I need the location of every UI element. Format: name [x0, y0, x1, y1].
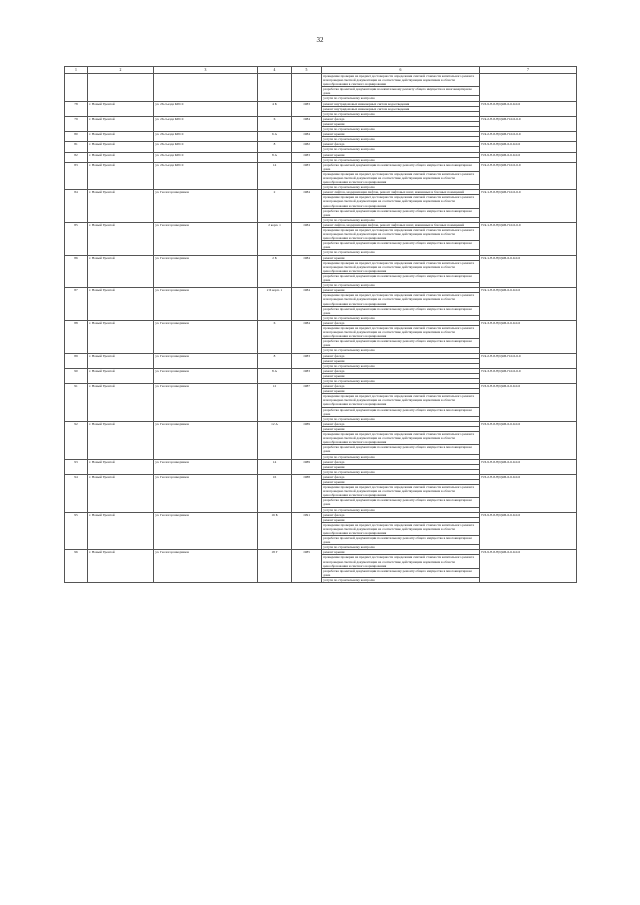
- work-type: ремонт крыши: [322, 426, 480, 431]
- work-type: разработка проектной документации по капитальному ремонту общего имущества в многоквартирном доме: [322, 407, 480, 416]
- build-year: 1984: [292, 320, 322, 353]
- street: ул. Геологоразведчиков: [154, 512, 258, 550]
- row-number: 92: [65, 421, 88, 459]
- locality: г. Новый Уренгой: [88, 142, 154, 152]
- house-number: 18 Г: [258, 550, 292, 583]
- build-year: 1984: [292, 255, 322, 288]
- column-number-row: [65, 67, 577, 74]
- build-year: 1984: [292, 190, 322, 223]
- row-number: 83: [65, 162, 88, 190]
- house-number: [258, 74, 292, 102]
- row-number: 93: [65, 459, 88, 474]
- work-type: разработка проектной документации по капитальному ремонту общего имущества в многоквартирном доме: [322, 306, 480, 315]
- house-number: 16: [258, 474, 292, 512]
- work-type: проведение проверки на предмет достоверности определения сметной стоимости капитального ремонта или проверки сметной документации на соответствие действующим нормативам в области ценообразования и сметного нормирования: [322, 432, 480, 445]
- work-type: услуги по строительному контролю: [322, 217, 480, 222]
- row-number: 78: [65, 101, 88, 116]
- house-number: 6 А: [258, 132, 292, 142]
- work-type: услуги по строительному контролю: [322, 469, 480, 474]
- street: ул. 26-съезда КПСС: [154, 116, 258, 131]
- work-type: проведение проверки на предмет достоверности определения сметной стоимости капитального ремонта или проверки сметной документации на соответствие действующим нормативам в области ценообразования и сметного нормирования: [322, 171, 480, 184]
- street: ул. 26-съезда КПСС: [154, 142, 258, 152]
- build-year: 1983: [292, 101, 322, 116]
- work-type: услуги по строительному контролю: [322, 137, 480, 142]
- house-code: П-5-6-П-8-П(С)КБ-0-0-0-0-0: [480, 101, 577, 116]
- locality: г. Новый Уренгой: [88, 512, 154, 550]
- table-row: [65, 190, 577, 195]
- work-type: услуги по строительному контролю: [322, 545, 480, 550]
- house-number: 2 Б: [258, 255, 292, 288]
- house-code: П-9-2-П-8-П(С)КБ-П-0-0-0-0: [480, 116, 577, 131]
- row-number: 86: [65, 255, 88, 288]
- work-type: ремонт крыши: [322, 479, 480, 484]
- house-code: [480, 74, 577, 102]
- house-code: П-9-3-П-8-П(С)КБ-П-0-0-0-0: [480, 368, 577, 383]
- locality: г. Новый Уренгой: [88, 384, 154, 422]
- locality: г. Новый Уренгой: [88, 255, 154, 288]
- street: ул. 26-съезда КПСС: [154, 101, 258, 116]
- build-year: [292, 74, 322, 102]
- work-type: разработка проектной документации по капитальному ремонту общего имущества в многоквартирном доме: [322, 498, 480, 507]
- work-type: проведение проверки на предмет достоверности определения сметной стоимости капитального ремонта или проверки сметной документации на соответствие действующим нормативам в области ценообразования и сметного нормирования: [322, 485, 480, 498]
- table-row: [65, 255, 577, 260]
- build-year: 1988: [292, 474, 322, 512]
- street: ул. Геологоразведчиков: [154, 190, 258, 223]
- locality: г. Новый Уренгой: [88, 190, 154, 223]
- build-year: 1984: [292, 222, 322, 255]
- table-row: [65, 152, 577, 157]
- build-year: 1984: [292, 116, 322, 131]
- table-row: [65, 512, 577, 517]
- work-type: ремонт крыши: [322, 152, 480, 157]
- house-code: П-5-6-П-8-П(С)КБ-0-0-0-0-0: [480, 459, 577, 474]
- build-year: 1989: [292, 421, 322, 459]
- table-row: [65, 162, 577, 171]
- work-type: ремонт крыши: [322, 464, 480, 469]
- work-type: ремонт фасада: [322, 142, 480, 147]
- house-code: П-9-3-П-8-П(С)КБ-0-0-0-0-0: [480, 320, 577, 353]
- work-type: ремонт крыши: [322, 358, 480, 363]
- work-type: ремонт крыши: [322, 373, 480, 378]
- house-number: 6: [258, 320, 292, 353]
- locality: [88, 74, 154, 102]
- table-row: [65, 421, 577, 426]
- work-type: ремонт крыши: [322, 288, 480, 293]
- column-number: 5: [292, 67, 322, 74]
- work-type: ремонт лифтов, модернизация лифтов, ремонт лифтовых шахт, машинных и блочных помещений: [322, 222, 480, 227]
- work-type: ремонт крыши: [322, 517, 480, 522]
- house-number: 16 Б: [258, 512, 292, 550]
- build-year: 1983: [292, 368, 322, 383]
- work-type: ремонт фасада: [322, 353, 480, 358]
- work-type: услуги по строительному контролю: [322, 348, 480, 353]
- table-row: [65, 474, 577, 479]
- locality: г. Новый Уренгой: [88, 459, 154, 474]
- work-type: услуги по строительному контролю: [322, 416, 480, 421]
- build-year: 1987: [292, 384, 322, 422]
- house-number: 14: [258, 162, 292, 190]
- locality: г. Новый Уренгой: [88, 368, 154, 383]
- house-number: 8: [258, 353, 292, 368]
- work-type: проведение проверки на предмет достоверности определения сметной стоимости капитального ремонта или проверки сметной документации на соответствие действующим нормативам в области ценообразования и сметного нормирования: [322, 325, 480, 338]
- street: ул. Геологоразведчиков: [154, 353, 258, 368]
- house-number: 8: [258, 142, 292, 152]
- work-type: услуги по строительному контролю: [322, 454, 480, 459]
- column-number: 4: [258, 67, 292, 74]
- row-number: 89: [65, 353, 88, 368]
- house-number: 8 А: [258, 368, 292, 383]
- house-code: П-5-6-П-8-П(С)КБ-0-0-0-0-0: [480, 384, 577, 422]
- locality: г. Новый Уренгой: [88, 162, 154, 190]
- build-year: 1984: [292, 288, 322, 321]
- table-row: [65, 320, 577, 325]
- work-type: проведение проверки на предмет достоверности определения сметной стоимости капитального ремонта или проверки сметной документации на соответствие действующим нормативам в области ценообразования в сметного нормирования: [322, 74, 480, 87]
- row-number: 91: [65, 384, 88, 422]
- build-year: 1985: [292, 550, 322, 583]
- build-year: 1991: [292, 512, 322, 550]
- locality: г. Новый Уренгой: [88, 550, 154, 583]
- house-code: П-9-1-П-8-П(С)КБ-0-0-0-0-0: [480, 288, 577, 321]
- work-type: разработка проектной документации по капитальному ремонту общего имущества в многоквартирном доме: [322, 568, 480, 577]
- build-year: 1989: [292, 459, 322, 474]
- house-code: П-9-1-П-8-П(С)КБ-П-0-0-0-0: [480, 190, 577, 223]
- work-type: ремонт внутридомовых инженерных систем водоотведения: [322, 106, 480, 111]
- work-type: ремонт фасада: [322, 368, 480, 373]
- locality: г. Новый Уренгой: [88, 116, 154, 131]
- work-type: услуги по строительному контролю: [322, 157, 480, 162]
- housing-register-table: [64, 66, 577, 583]
- house-number: 6: [258, 116, 292, 131]
- work-type: ремонт фасада: [322, 116, 480, 121]
- street: ул. Геологоразведчиков: [154, 320, 258, 353]
- work-type: ремонт фасада: [322, 384, 480, 389]
- work-type: разработка проектной документации по капитальному ремонту общего имущества в многоквартирном доме: [322, 241, 480, 250]
- row-number: 85: [65, 222, 88, 255]
- house-number: 2 Б корп. 1: [258, 288, 292, 321]
- work-type: проведение проверки на предмет достоверности определения сметной стоимости капитального ремонта или проверки сметной документации на соответствие действующим нормативам в области ценообразования и сметного нормирования: [322, 293, 480, 306]
- table-row: [65, 142, 577, 147]
- work-type: услуги по строительному контролю: [322, 185, 480, 190]
- work-type: проведение проверки на предмет достоверности определения сметной стоимости капитального ремонта или проверки сметной документации на соответствие действующим нормативам в области ценообразования и сметного нормирования: [322, 555, 480, 568]
- work-type: ремонт крыши: [322, 132, 480, 137]
- row-number: 81: [65, 142, 88, 152]
- house-number: 14: [258, 459, 292, 474]
- work-type: проведение проверки на предмет достоверности определения сметной стоимости капитального ремонта или проверки сметной документации на соответствие действующим нормативам в области ценообразования и сметного нормирования: [322, 195, 480, 208]
- table-row: [65, 132, 577, 137]
- house-code: П-5-2-П-8-П(С)КБ-0-0-0-0-0: [480, 474, 577, 512]
- locality: г. Новый Уренгой: [88, 288, 154, 321]
- work-type: ремонт крыши: [322, 121, 480, 126]
- house-code: П-5-6-П-8-П(С)КБ-0-0-0-0-0: [480, 421, 577, 459]
- house-number: 4 Б: [258, 101, 292, 116]
- work-type: услуги по строительному контролю: [322, 379, 480, 384]
- table-row: [65, 222, 577, 227]
- work-type: разработка проектной документации по капитальному ремонту общего имущества в многоквартирном доме: [322, 339, 480, 348]
- work-type: услуги по строительному контролю: [322, 250, 480, 255]
- table-row: [65, 116, 577, 121]
- house-number: 12 А: [258, 421, 292, 459]
- work-type: ремонт фасада: [322, 474, 480, 479]
- locality: г. Новый Уренгой: [88, 222, 154, 255]
- work-type: услуги по строительному контролю: [322, 147, 480, 152]
- street: ул. 26-съезда КПСС: [154, 132, 258, 142]
- work-type: ремонт фасада: [322, 421, 480, 426]
- work-type: ремонт лифтов, модернизация лифтов, ремонт лифтовых шахт, машинных и блочных помещений: [322, 190, 480, 195]
- work-type: услуги по строительному контролю: [322, 283, 480, 288]
- street: ул. Геологоразведчиков: [154, 550, 258, 583]
- work-type: услуги по строительному контролю: [322, 507, 480, 512]
- work-type: проведение проверки на предмет достоверности определения сметной стоимости капитального ремонта или проверки сметной документации на соответствие действующим нормативам в области ценообразования и сметного нормирования: [322, 394, 480, 407]
- row-number: 95: [65, 512, 88, 550]
- row-number: 94: [65, 474, 88, 512]
- house-code: П-9-2-П-8-П(С)КБ-П-0-0-0-0: [480, 353, 577, 368]
- work-type: ремонт крыши: [322, 550, 480, 555]
- street: ул. 26-съезда КПСС: [154, 152, 258, 162]
- work-type: ремонт крыши: [322, 389, 480, 394]
- column-number: 6: [322, 67, 480, 74]
- row-number: 84: [65, 190, 88, 223]
- row-number: 80: [65, 132, 88, 142]
- build-year: 1983: [292, 353, 322, 368]
- street: ул. Геологоразведчиков: [154, 474, 258, 512]
- column-number: 2: [88, 67, 154, 74]
- work-type: проведение проверки на предмет достоверности определения сметной стоимости капитального ремонта или проверки сметной документации на соответствие действующим нормативам в области ценообразования и сметного нормирования: [322, 228, 480, 241]
- house-number: 8 А: [258, 152, 292, 162]
- table-row: [65, 353, 577, 358]
- street: ул. Геологоразведчиков: [154, 384, 258, 422]
- build-year: 1983: [292, 162, 322, 190]
- row-number: [65, 74, 88, 102]
- house-code: П-9-1-П-8-П(С)КБ-П-0-0-0-0: [480, 222, 577, 255]
- locality: г. Новый Уренгой: [88, 152, 154, 162]
- house-code: П-5-6-П-8-П(С)КБ-0-0-0-0-0: [480, 550, 577, 583]
- work-type: проведение проверки на предмет достоверности определения сметной стоимости капитального ремонта или проверки сметной документации на соответствие действующим нормативам в области ценообразования и сметного нормирования: [322, 522, 480, 535]
- house-code: П-9-1-П-8-П(С)КБ-0-0-0-0-0: [480, 255, 577, 288]
- street: ул. 26-съезда КПСС: [154, 162, 258, 190]
- column-number: 3: [154, 67, 258, 74]
- work-type: разработка проектной документации по капитальному ремонту общего имущества в многоквартирном доме: [322, 536, 480, 545]
- locality: г. Новый Уренгой: [88, 320, 154, 353]
- column-number: 7: [480, 67, 577, 74]
- work-type: разработка проектной документации по капитальному ремонту общего имущества в многоквартирном доме: [322, 208, 480, 217]
- work-type: услуги по строительному контролю: [322, 96, 480, 101]
- work-type: ремонт фасада: [322, 459, 480, 464]
- row-number: 79: [65, 116, 88, 131]
- work-type: проведение проверки на предмет достоверности определения сметной стоимости капитального ремонта или проверки сметной документации на соответствие действующим нормативам в области ценообразования и сметного нормирования: [322, 260, 480, 273]
- row-number: 82: [65, 152, 88, 162]
- house-number: 2: [258, 190, 292, 223]
- work-type: услуги по строительному контролю: [322, 577, 480, 582]
- house-code: П-9-2-П-8-П(С)КБ-П-0-0-0-0: [480, 132, 577, 142]
- table-row: [65, 384, 577, 389]
- street: ул. Геологоразведчиков: [154, 421, 258, 459]
- table-row: [65, 459, 577, 464]
- street: ул. Геологоразведчиков: [154, 255, 258, 288]
- house-code: П-5-6-П-8-П(С)КБ-0-0-0-0-0: [480, 152, 577, 162]
- table-row: [65, 550, 577, 555]
- work-type: ремонт фасада: [322, 512, 480, 517]
- table-row: [65, 74, 577, 87]
- locality: г. Новый Уренгой: [88, 421, 154, 459]
- street: ул. Геологоразведчиков: [154, 222, 258, 255]
- table-row: [65, 101, 577, 106]
- house-code: П-9-2-П-8-П(С)КБ-П-0-0-0-0: [480, 162, 577, 190]
- street: [154, 74, 258, 102]
- street: ул. Геологоразведчиков: [154, 288, 258, 321]
- locality: г. Новый Уренгой: [88, 132, 154, 142]
- page-number: 32: [316, 36, 324, 44]
- house-number: 2 корп. 1: [258, 222, 292, 255]
- work-type: разработка проектной документации по капитальному ремонту общего имущества в многоквартирном доме: [322, 445, 480, 454]
- house-code: П-5-9-П-8-П(С)КБ-0-0-0-0-0: [480, 142, 577, 152]
- house-number: 12: [258, 384, 292, 422]
- work-type: разработка проектной документации по капитальному ремонту общего имущества в многоквартирном доме: [322, 162, 480, 171]
- work-type: ремонт фасада: [322, 320, 480, 325]
- row-number: 96: [65, 550, 88, 583]
- column-number: 1: [65, 67, 88, 74]
- work-type: услуги по строительному контролю: [322, 315, 480, 320]
- work-type: услуги по строительному контролю: [322, 111, 480, 116]
- build-year: 1982: [292, 142, 322, 152]
- table-row: [65, 368, 577, 373]
- work-type: ремонт крыши: [322, 255, 480, 260]
- row-number: 90: [65, 368, 88, 383]
- locality: г. Новый Уренгой: [88, 353, 154, 368]
- work-type: разработка проектной документации на капитальному ремонту общего имущества в многоквартирном доме: [322, 87, 480, 96]
- work-type: ремонт внутридомовых инженерных систем водоотведения: [322, 101, 480, 106]
- row-number: 87: [65, 288, 88, 321]
- build-year: 1983: [292, 152, 322, 162]
- work-type: услуги по строительному контролю: [322, 363, 480, 368]
- table-row: [65, 288, 577, 293]
- build-year: 1984: [292, 132, 322, 142]
- work-type: разработка проектной документации по капитальному ремонту общего имущества в многоквартирном доме: [322, 273, 480, 282]
- locality: г. Новый Уренгой: [88, 474, 154, 512]
- row-number: 88: [65, 320, 88, 353]
- work-type: услуги по строительному контролю: [322, 127, 480, 132]
- locality: г. Новый Уренгой: [88, 101, 154, 116]
- house-code: П-5-6-П-8-П(С)КБ-0-0-0-0-0: [480, 512, 577, 550]
- street: ул. Геологоразведчиков: [154, 368, 258, 383]
- street: ул. Геологоразведчиков: [154, 459, 258, 474]
